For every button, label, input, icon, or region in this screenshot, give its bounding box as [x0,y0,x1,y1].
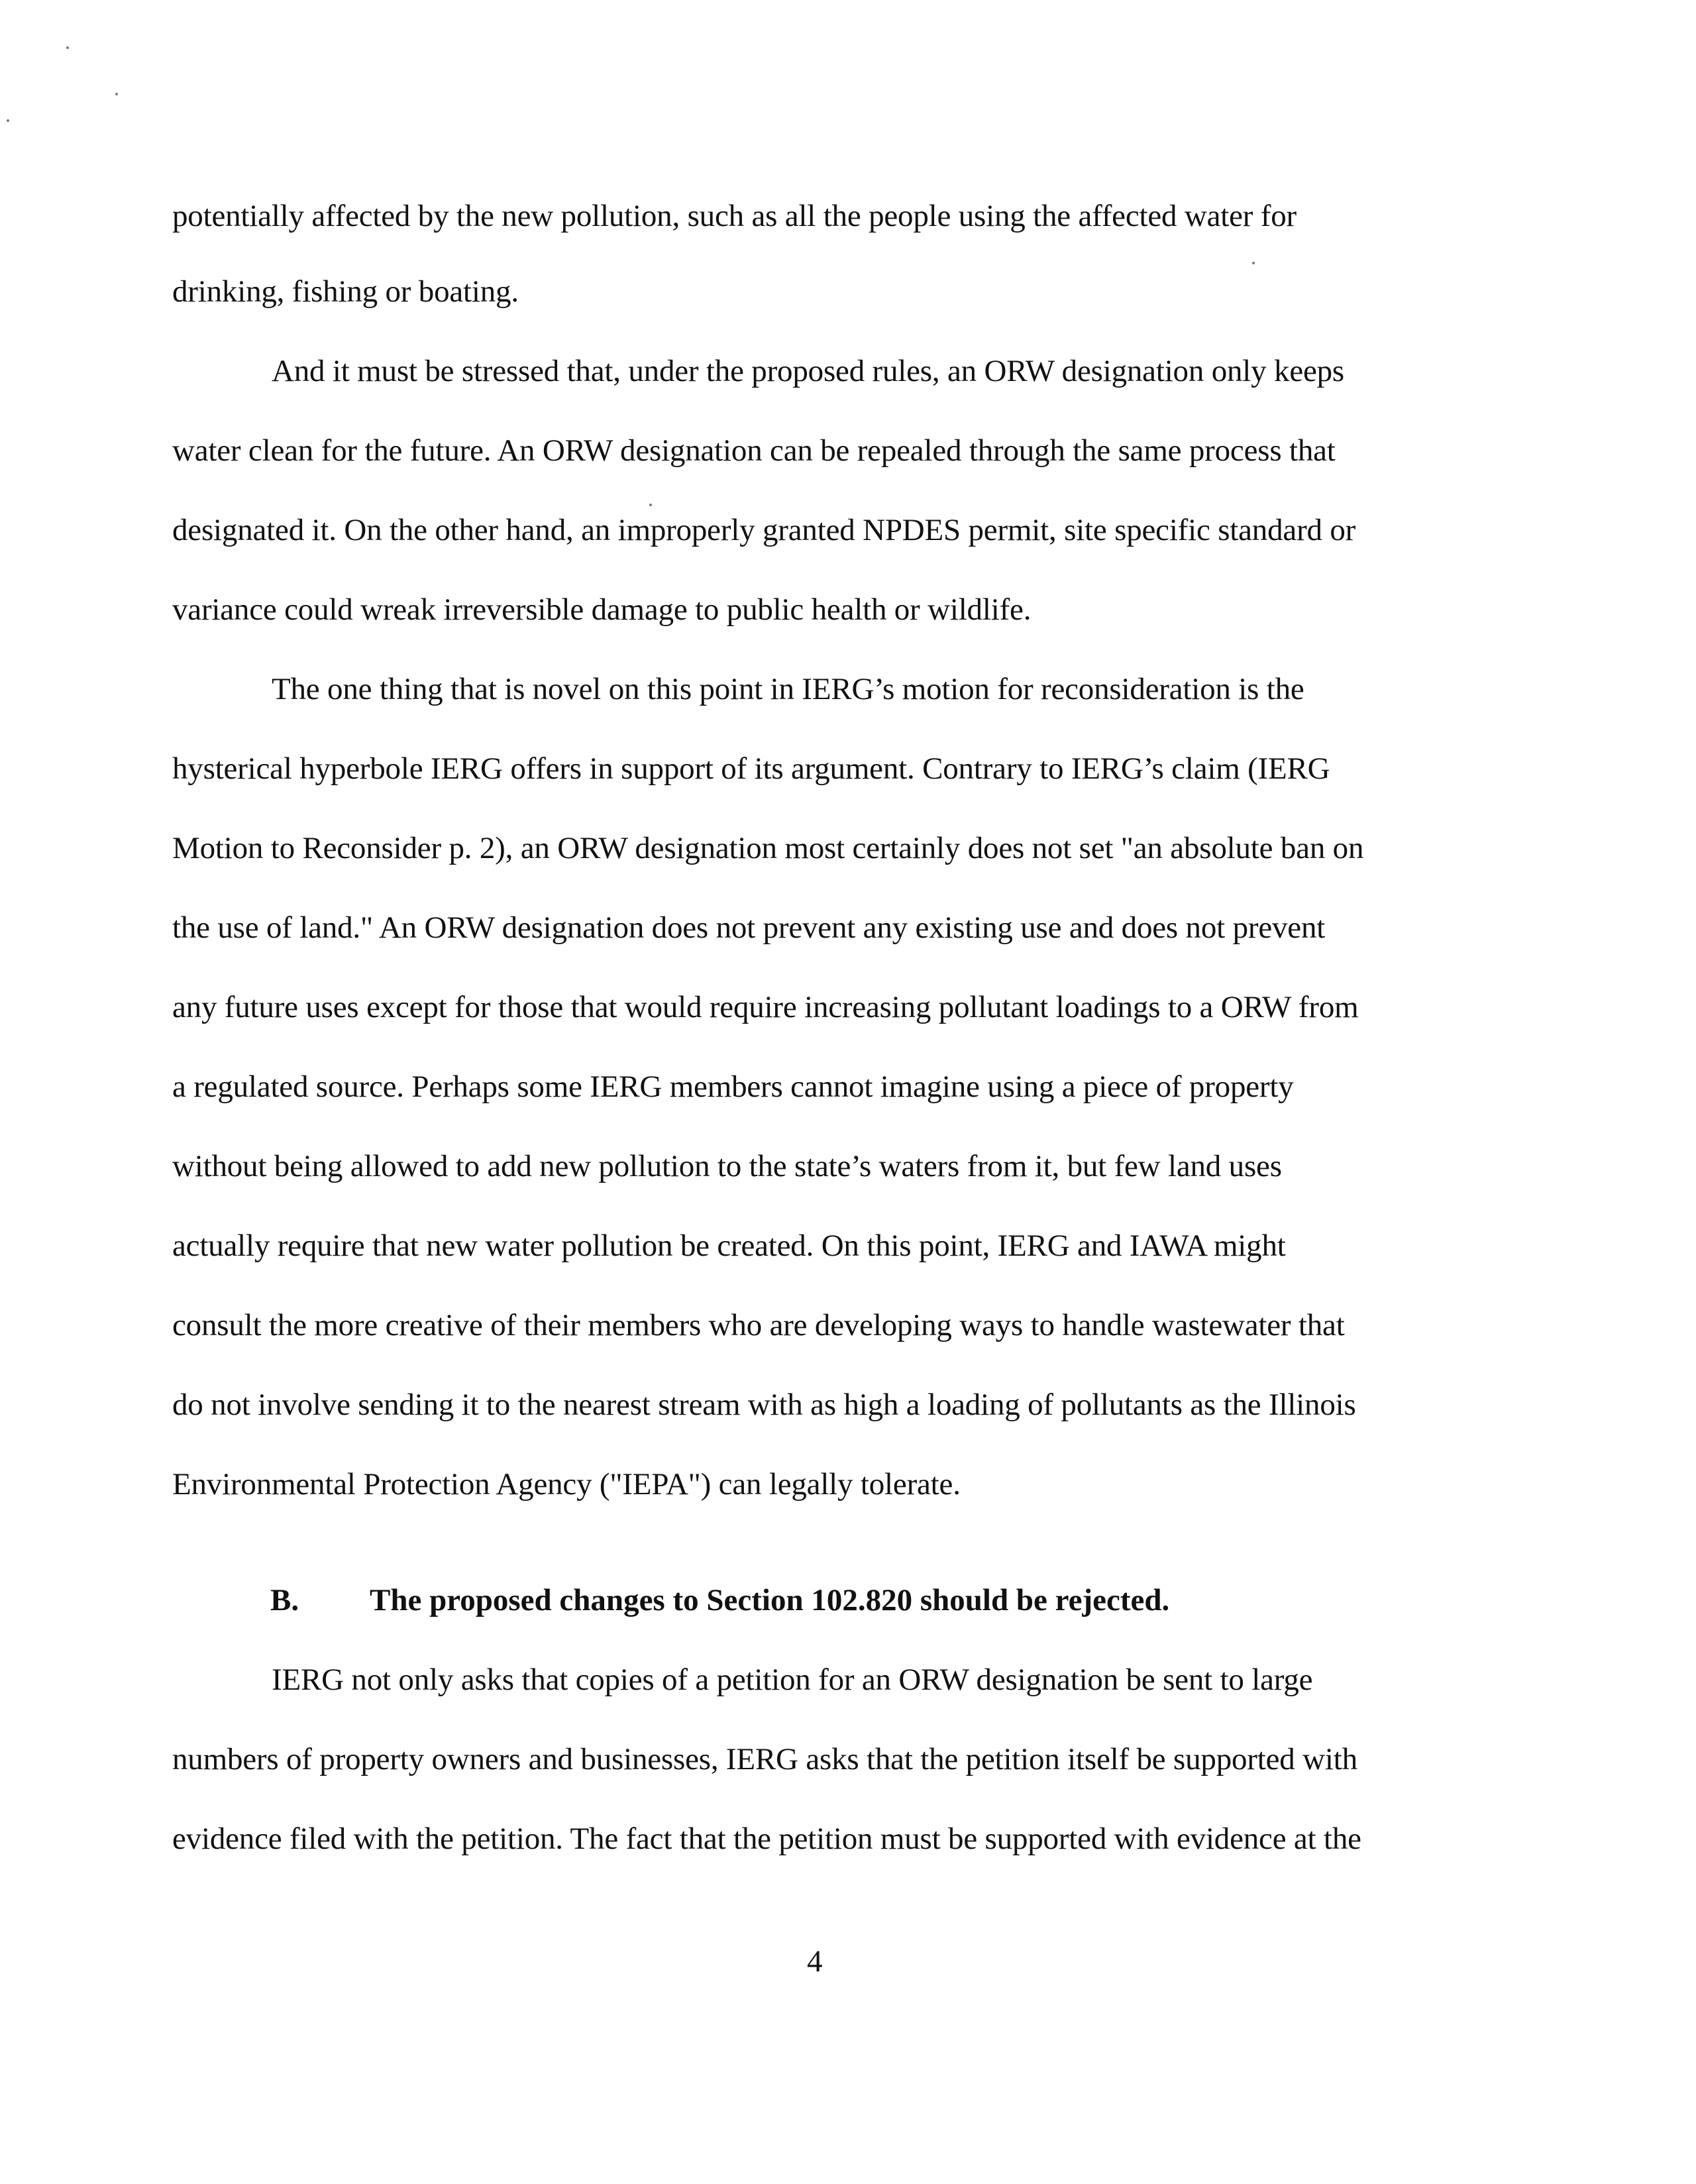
scan-speck [7,119,9,122]
paragraph-3-line-10: do not involve sending it to the nearest stream with as high a loading of pollutants as the Illinois [172,1388,1356,1422]
paragraph-4-line-2: numbers of property owners and businesses, IERG asks that the petition itself be supported with [172,1742,1357,1776]
paragraph-3-line-5: any future uses except for those that would require increasing pollutant loadings to a ORW from [172,990,1359,1024]
paragraph-2-line-2: water clean for the future. An ORW designation can be repealed through the same process that [172,433,1336,468]
paragraph-3-line-6: a regulated source. Perhaps some IERG members cannot imagine using a piece of property [172,1069,1294,1104]
paragraph-4-line-1: IERG not only asks that copies of a petition for an ORW designation be sent to large [272,1663,1313,1697]
paragraph-3-line-2: hysterical hyperbole IERG offers in support of its argument. Contrary to IERG’s claim (IERG [172,751,1330,786]
page-number: 4 [807,1944,823,1979]
paragraph-3-line-11: Environmental Protection Agency ("IEPA") can legally tolerate. [172,1467,961,1502]
scan-speck [649,504,652,506]
scan-speck [1252,262,1255,264]
paragraph-3-line-7: without being allowed to add new pollution to the state’s waters from it, but few land uses [172,1149,1282,1183]
paragraph-3-line-3: Motion to Reconsider p. 2), an ORW designation most certainly does not set "an absolute ban on [172,831,1364,865]
scan-speck [115,93,118,95]
paragraph-4-line-3: evidence filed with the petition. The fact that the petition must be supported with evidence at the [172,1822,1361,1856]
section-heading-title: The proposed changes to Section 102.820 should be rejected. [370,1583,1170,1617]
scan-speck [66,46,69,49]
paragraph-2-line-4: variance could wreak irreversible damage to public health or wildlife. [172,592,1032,627]
paragraph-3-line-9: consult the more creative of their members who are developing ways to handle wastewater that [172,1308,1345,1342]
paragraph-1-line-2: drinking, fishing or boating. [172,274,519,309]
section-heading-label: B. [270,1583,299,1617]
paragraph-2-line-1: And it must be stressed that, under the proposed rules, an ORW designation only keeps [272,354,1345,388]
paragraph-3-line-8: actually require that new water pollution be created. On this point, IERG and IAWA might [172,1228,1286,1263]
paragraph-2-line-3: designated it. On the other hand, an improperly granted NPDES permit, site specific standard or [172,513,1356,547]
paragraph-3-line-1: The one thing that is novel on this point in IERG’s motion for reconsideration is the [272,672,1304,706]
paragraph-1-line-1: potentially affected by the new pollution, such as all the people using the affected water for [172,199,1297,233]
paragraph-3-line-4: the use of land." An ORW designation does not prevent any existing use and does not prevent [172,910,1326,945]
